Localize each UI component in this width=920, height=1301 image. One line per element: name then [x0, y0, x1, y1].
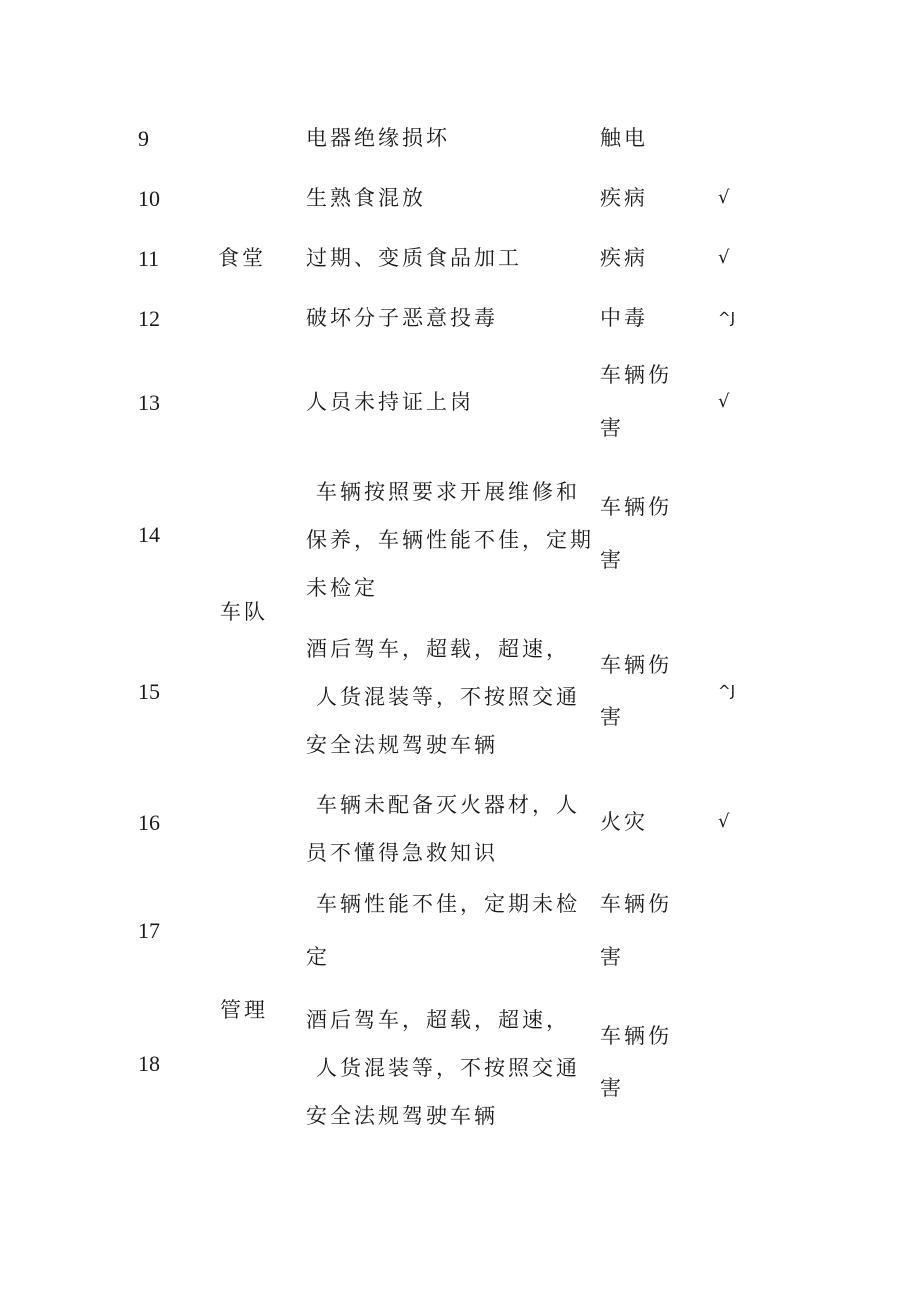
- hazard-description: 未检定: [306, 576, 378, 600]
- hazard-description: 破坏分子恶意投毒: [306, 306, 498, 330]
- hazard-description: 车辆性能不佳，定期未检: [316, 892, 580, 916]
- row-number: 18: [138, 1051, 160, 1076]
- hazard-description: 员不懂得急救知识: [306, 841, 498, 865]
- row-number: 9: [138, 126, 149, 151]
- hazard-description: 过期、变质食品加工: [306, 246, 522, 270]
- hazard-result: 疾病: [600, 186, 648, 210]
- hazard-description: 电器绝缘损坏: [306, 126, 450, 150]
- check-mark: √: [718, 391, 730, 412]
- check-mark: ^J: [718, 309, 735, 327]
- hazard-result: 车辆伤: [600, 1024, 672, 1048]
- hazard-result: 害: [600, 548, 624, 572]
- hazard-result: 车辆伤: [600, 495, 672, 519]
- hazard-description: 安全法规驾驶车辆: [306, 733, 498, 757]
- hazard-result: 火灾: [600, 810, 648, 834]
- hazard-result: 害: [600, 416, 624, 440]
- hazard-result: 车辆伤: [600, 653, 672, 677]
- row-number: 12: [138, 306, 160, 331]
- row-number: 16: [138, 810, 160, 835]
- hazard-result: 害: [600, 945, 624, 969]
- hazard-description: 酒后驾车，超载，超速，: [306, 637, 570, 661]
- row-number: 13: [138, 390, 160, 415]
- hazard-description: 生熟食混放: [306, 186, 426, 210]
- hazard-description: 定: [306, 945, 330, 969]
- department-label: 车队: [220, 600, 268, 624]
- hazard-description: 人货混装等，不按照交通: [316, 685, 580, 709]
- hazard-result: 中毒: [600, 306, 648, 330]
- hazard-description: 人货混装等，不按照交通: [316, 1056, 580, 1080]
- hazard-result: 害: [600, 705, 624, 729]
- check-mark: √: [718, 811, 730, 832]
- check-mark: √: [718, 247, 730, 268]
- hazard-result: 害: [600, 1076, 624, 1100]
- hazard-description: 保养，车辆性能不佳，定期: [306, 528, 594, 552]
- hazard-description: 安全法规驾驶车辆: [306, 1104, 498, 1128]
- hazard-result: 车辆伤: [600, 363, 672, 387]
- row-number: 11: [138, 246, 160, 271]
- row-number: 14: [138, 522, 160, 547]
- department-label: 食堂: [218, 246, 266, 270]
- hazard-description: 酒后驾车，超载，超速，: [306, 1008, 570, 1032]
- hazard-description: 车辆未配备灭火器材，人: [316, 793, 580, 817]
- hazard-result: 疾病: [600, 246, 648, 270]
- hazard-result: 触电: [600, 126, 648, 150]
- check-mark: √: [718, 187, 730, 208]
- hazard-description: 车辆按照要求开展维修和: [316, 480, 580, 504]
- hazard-result: 车辆伤: [600, 892, 672, 916]
- check-mark: ^J: [718, 682, 735, 700]
- row-number: 10: [138, 186, 160, 211]
- row-number: 17: [138, 918, 160, 943]
- row-number: 15: [138, 679, 160, 704]
- hazard-description: 人员未持证上岗: [306, 390, 474, 414]
- department-label: 管理: [220, 998, 268, 1022]
